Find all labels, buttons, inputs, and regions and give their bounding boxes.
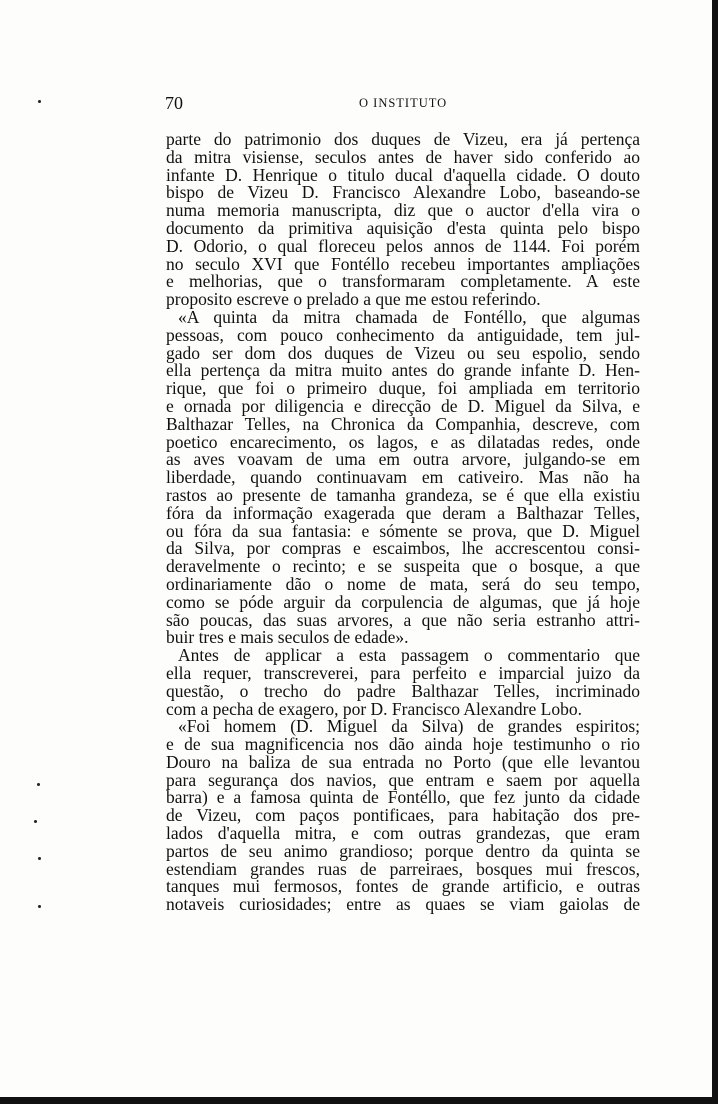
text-line: como se póde arguir da corpulencia de algumas, que já hoje xyxy=(166,591,640,612)
text-line: estendiam grandes ruas de parreiraes, bosques mui frescos, xyxy=(166,858,640,879)
scan-speck xyxy=(37,783,40,786)
text-line: com a pecha de exagero, por D. Francisco Alexandre Lobo. xyxy=(166,698,582,719)
text-line: lados d'aquella mitra, e com outras grandezas, que eram xyxy=(166,823,640,844)
scan-speck xyxy=(38,100,41,103)
running-title: O INSTITUTO xyxy=(359,96,448,110)
text-line: as aves voavam de uma em outra arvore, julgando-se em xyxy=(166,449,640,470)
text-line: gado ser dom dos duques de Vizeu ou seu espolio, sendo xyxy=(166,342,640,363)
page-header xyxy=(165,93,638,113)
text-line: ordinariamente dão o nome de mata, será do seu tempo, xyxy=(166,573,640,594)
text-line: D. Odorio, o qual floreceu pelos annos de 1144. Foi porém xyxy=(166,235,640,256)
text-line: Douro na baliza de sua entrada no Porto (que elle levantou xyxy=(166,751,640,772)
text-line: pessoas, com pouco conhecimento da antiguidade, tem jul- xyxy=(166,324,640,345)
text-line: rastos ao presente de tamanha grandeza, se é que ella existiu xyxy=(166,484,640,505)
text-line: bispo de Vizeu D. Francisco Alexandre Lobo, baseando-se xyxy=(166,182,640,203)
text-line: para segurança dos navios, que entram e saem por aquella xyxy=(166,769,640,790)
text-line: de Vizeu, com paços pontificaes, para habitação dos pre- xyxy=(166,805,640,826)
text-line: barra) e a famosa quinta de Fontéllo, que fez junto da cidade xyxy=(166,787,640,808)
text-line: partos de seu animo grandioso; porque dentro da quinta se xyxy=(166,840,640,861)
text-line: rique, que foi o primeiro duque, foi ampliada em territorio xyxy=(166,378,640,399)
text-line: tanques mui fermosos, fontes de grande artificio, e outras xyxy=(166,876,640,897)
text-line: parte do patrimonio dos duques de Vizeu, era já pertença xyxy=(166,129,640,149)
scan-speck xyxy=(38,857,41,860)
text-line: da Silva, por compras e escaimbos, lhe accrescentou consi- xyxy=(166,538,640,559)
text-line: questão, o trecho do padre Balthazar Telles, incriminado xyxy=(166,680,640,701)
body-text xyxy=(166,131,640,914)
text-line: notaveis curiosidades; entre as quaes se viam gaiolas de xyxy=(166,894,640,915)
text-line: e de sua magnificencia nos dão ainda hoje testimunho o rio xyxy=(166,734,640,755)
text-line: no seculo XVI que Fontéllo recebeu importantes ampliações xyxy=(166,253,640,274)
scan-speck xyxy=(34,820,37,823)
text-line: proposito escreve o prelado a que me estou referindo. xyxy=(166,289,541,310)
text-line: ella pertença da mitra muito antes do grande infante D. Hen- xyxy=(166,360,640,381)
page-number: 70 xyxy=(165,93,183,113)
text-line: da mitra visiense, seculos antes de haver sido conferido ao xyxy=(166,146,640,167)
text-line: liberdade, quando continuavam em cativeiro. Mas não ha xyxy=(166,467,640,488)
text-line: ou fóra da sua fantasia: e sómente se prova, que D. Miguel xyxy=(166,520,640,541)
text-line: numa memoria manuscripta, diz que o auctor d'ella vira o xyxy=(166,200,640,221)
text-line: poetico encarecimento, os lagos, e as dilatadas redes, onde xyxy=(166,431,640,452)
text-line: fóra da informação exagerada que deram a Balthazar Telles, xyxy=(166,502,640,523)
text-line: buir tres e mais seculos de edade». xyxy=(166,627,409,648)
text-line: deravelmente o recinto; e se suspeita que o bosque, a que xyxy=(166,556,640,577)
text-line: infante D. Henrique o titulo ducal d'aquella cidade. O douto xyxy=(166,164,640,185)
text-line: e ornada por diligencia e direcção de D. Miguel da Silva, e xyxy=(166,395,640,416)
text-line: Balthazar Telles, na Chronica da Companhia, descreve, com xyxy=(166,413,640,434)
text-line: «A quinta da mitra chamada de Fontéllo, que algumas xyxy=(178,306,640,327)
text-line: Antes de applicar a esta passagem o commentario que xyxy=(178,645,640,666)
scan-speck xyxy=(38,905,41,908)
text-line: são poucas, das suas arvores, a que não seria estranho attri- xyxy=(166,609,640,630)
text-line: ella requer, transcreverei, para perfeito e imparcial juizo da xyxy=(166,662,640,683)
text-line: documento da primitiva aquisição d'esta quinta pelo bispo xyxy=(166,217,640,238)
text-line: e melhorias, que o transformaram completamente. A este xyxy=(166,271,640,292)
text-line: «Foi homem (D. Miguel da Silva) de grandes espiritos; xyxy=(178,716,640,737)
